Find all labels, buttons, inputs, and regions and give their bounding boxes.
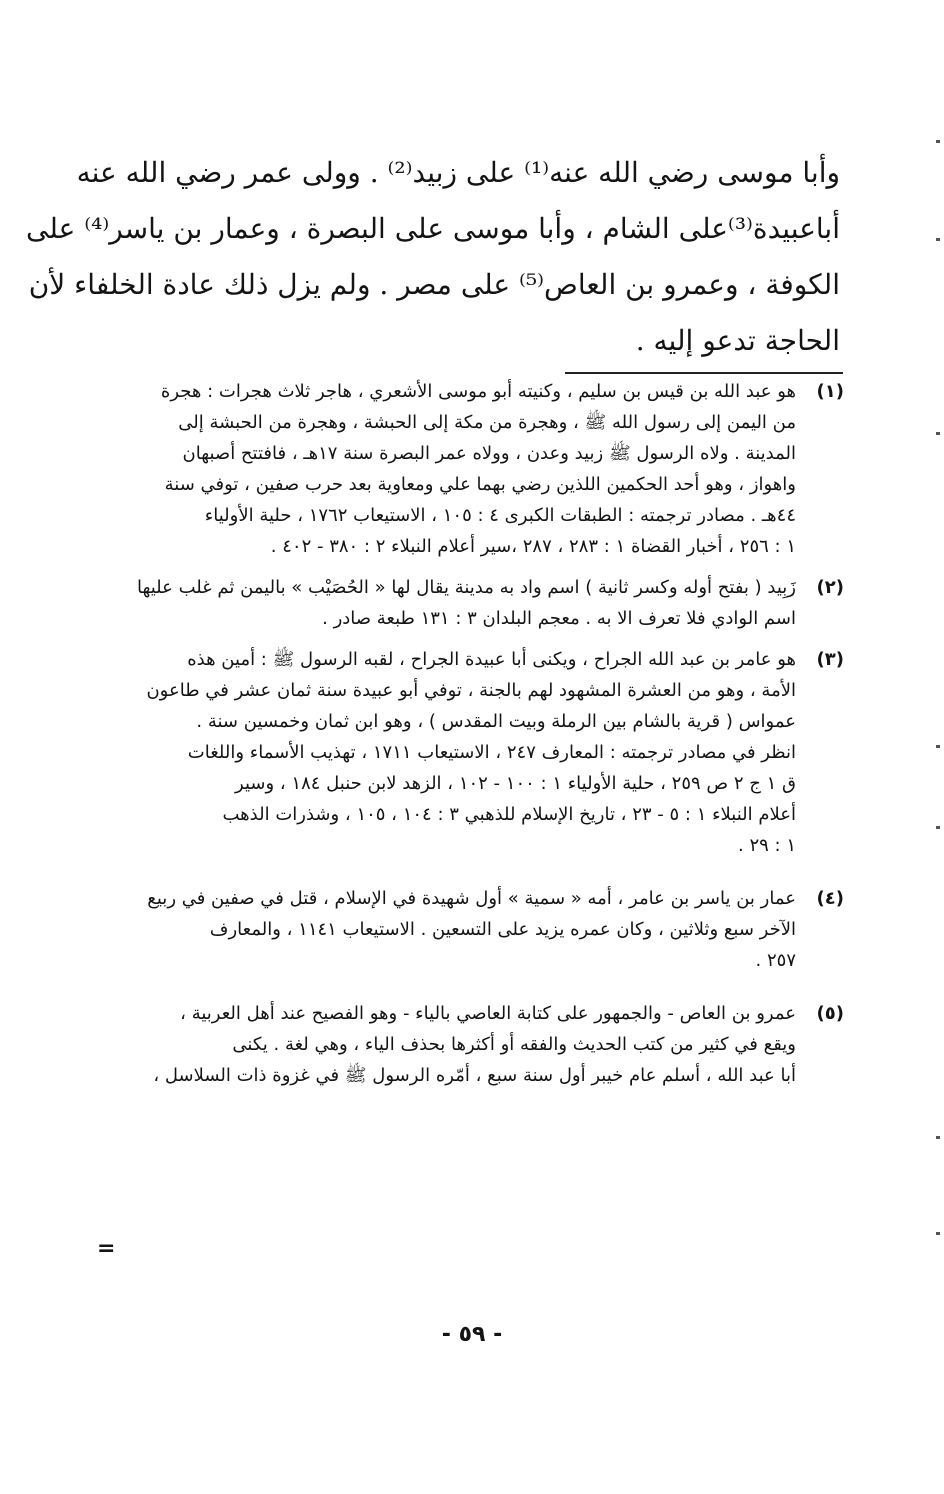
main-text-line: الكوفة ، وعمرو بن العاص⁽⁵⁾ على مصر . ولم يزل ذلك عادة الخلفاء لأن (28, 268, 840, 301)
footnote-number: (٤) (816, 888, 844, 909)
footnote-line: انظر في مصادر ترجمته : المعارف ٢٤٧ ، الاستيعاب ١٧١١ ، تهذيب الأسماء واللغات (187, 742, 796, 763)
footnote-number: (٥) (816, 1003, 844, 1024)
footnote-line: واهواز ، وهو أحد الحكمين اللذين رضي بهما علي ومعاوية بعد حرب صفين ، توفي سنة (164, 474, 796, 495)
footnote-line: ٢٥٧ . (755, 950, 796, 971)
footnote-1 (120, 376, 844, 562)
footnote-number: (٢) (816, 577, 844, 598)
footnote-3 (120, 644, 844, 861)
footnotes-section (120, 376, 844, 1101)
footnote-line: عمار بن ياسر بن عامر ، أمه « سمية » أول شهيدة في الإسلام ، قتل في صفين في ربيع (147, 888, 796, 909)
footnote-line: ١ : ٢٩ . (738, 835, 796, 856)
scan-speck (936, 140, 940, 143)
footnote-separator (565, 372, 843, 374)
footnote-line: هو عبد الله بن قيس بن سليم ، وكنيته أبو موسى الأشعري ، هاجر ثلاث هجرات : هجرة (160, 381, 796, 402)
main-text-line: الحاجة تدعو إليه . (635, 324, 840, 357)
page-number: - ٥٩ - (441, 1322, 503, 1347)
footnote-line: ويقع في كثير من كتب الحديث والفقه أو أكثرها بحذف الياء ، وهي لغة . يكنى (232, 1034, 796, 1055)
scan-speck (936, 1136, 940, 1139)
footnote-line: أعلام النبلاء ١ : ٥ - ٢٣ ، تاريخ الإسلام للذهبي ٣ : ١٠٤ ، ١٠٥ ، وشذرات الذهب (222, 804, 796, 825)
scan-speck (936, 1232, 940, 1235)
continuation-mark: = (97, 1236, 116, 1261)
scan-speck (936, 238, 940, 241)
footnote-line: ٤٤هـ . مصادر ترجمته : الطبقات الكبرى ٤ : ١٠٥ ، الاستيعاب ١٧٦٢ ، حلية الأولياء (204, 505, 796, 526)
footnote-line: اسم الوادي فلا تعرف الا به . معجم البلدان ٣ : ١٣١ طبعة صادر . (322, 608, 796, 629)
footnote-number: (١) (816, 381, 844, 402)
main-text-line: وأبا موسى رضي الله عنه⁽¹⁾ على زبيد⁽²⁾ . وولى عمر رضي الله عنه (76, 156, 840, 189)
footnote-line: هو عامر بن عبد الله الجراح ، ويكنى أبا عبيدة الجراح ، لقبه الرسول ﷺ : أمين هذه (187, 649, 796, 670)
footnote-line: عمرو بن العاص - والجمهور على كتابة العاصي بالياء - وهو الفصيح عند أهل العربية ، (180, 1003, 796, 1024)
footnote-line: الآخر سبع وثلاثين ، وكان عمره يزيد على التسعين . الاستيعاب ١١٤١ ، والمعارف (209, 919, 796, 940)
scan-speck (936, 432, 940, 435)
footnote-line: زَبِيد ( بفتح أوله وكسر ثانية ) اسم واد به مدينة يقال لها « الحُصَيْب » باليمن ثم غلب عليها (136, 577, 796, 598)
footnote-line: من اليمن إلى رسول الله ﷺ ، وهجرة من مكة إلى الحبشة ، وهجرة من الحبشة إلى (178, 412, 796, 433)
footnote-line: أبا عبد الله ، أسلم عام خيبر أول سنة سبع ، أمّره الرسول ﷺ في غزوة ذات السلاسل ، (153, 1065, 796, 1086)
footnote-line: ١ : ٢٥٦ ، أخبار القضاة ١ : ٢٨٣ ، ٢٨٧ ،سير أعلام النبلاء ٢ : ٣٨٠ - ٤٠٢ . (270, 536, 796, 557)
main-text-block (26, 145, 840, 369)
footnote-number: (٣) (816, 649, 844, 670)
scan-speck (936, 826, 940, 829)
scan-speck (936, 745, 940, 748)
footnote-5 (120, 998, 844, 1091)
main-text-line: أباعبيدة⁽³⁾على الشام ، وأبا موسى على البصرة ، وعمار بن ياسر⁽⁴⁾ على (26, 212, 840, 245)
footnote-line: عمواس ( قرية بالشام بين الرملة وبيت المقدس ) ، وهو ابن ثمان وخمسين سنة . (196, 711, 796, 732)
footnote-line: المدينة . ولاه الرسول ﷺ زبيد وعدن ، وولاه عمر البصرة سنة ١٧هـ ، فافتتح أصبهان (182, 443, 796, 464)
footnote-4 (120, 883, 844, 976)
footnote-line: الأمة ، وهو من العشرة المشهود لهم بالجنة ، توفي أبو عبيدة سنة ثمان عشر في طاعون (146, 680, 796, 701)
footnote-line: ق ١ ج ٢ ص ٢٥٩ ، حلية الأولياء ١ : ١٠٠ - ١٠٢ ، الزهد لابن حنبل ١٨٤ ، وسير (235, 773, 796, 794)
footnote-2 (120, 572, 844, 634)
